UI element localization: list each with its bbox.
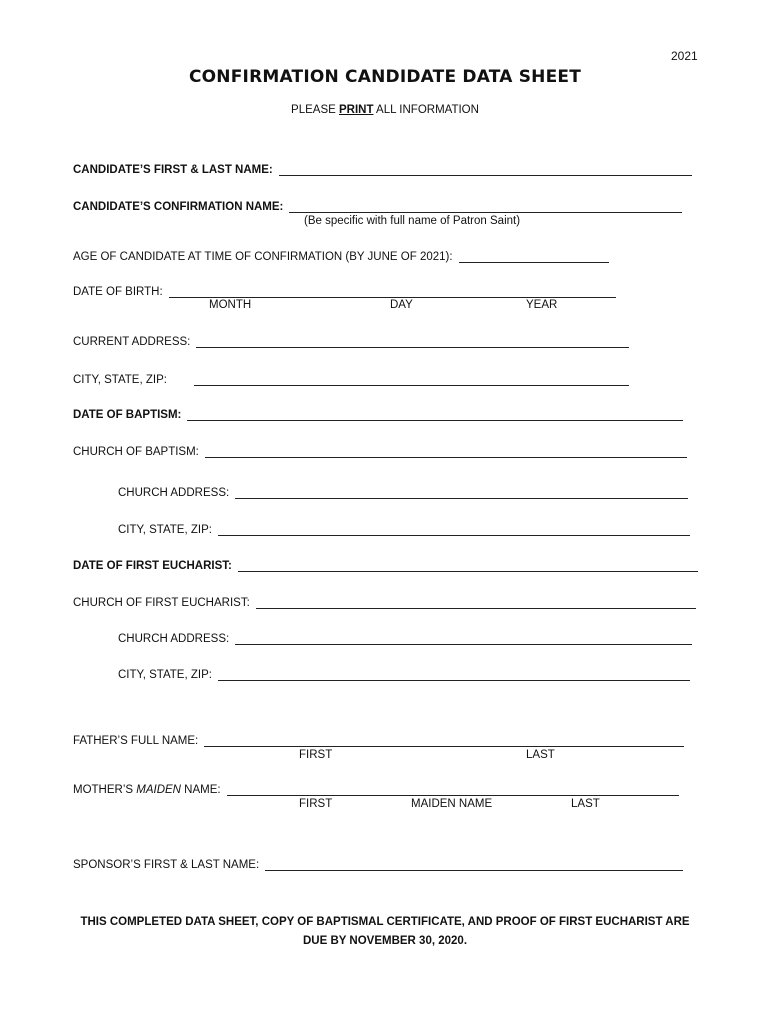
sponsor-name-label: SPONSOR’S FIRST & LAST NAME: (73, 859, 260, 871)
church-first-eucharist-field[interactable] (256, 596, 696, 609)
date-of-baptism-row (73, 405, 683, 421)
church-first-eucharist-row (73, 593, 696, 609)
church-first-eucharist-label: CHURCH OF FIRST EUCHARIST: (73, 597, 250, 609)
mother-name-field[interactable] (227, 783, 679, 796)
mother-maiden-caption: MAIDEN NAME (411, 798, 493, 810)
father-name-label: FATHER’S FULL NAME: (73, 735, 199, 747)
confirmation-name-field[interactable] (289, 200, 682, 213)
confirmation-name-row (73, 197, 682, 213)
age-row (73, 247, 609, 263)
dob-row (73, 282, 616, 298)
dob-day-caption: DAY (390, 299, 413, 311)
father-name-row (73, 731, 684, 747)
father-name-field[interactable] (204, 734, 684, 747)
eucharist-city-state-zip-label: CITY, STATE, ZIP: (118, 669, 212, 681)
sponsor-name-field[interactable] (265, 858, 683, 871)
instructions-suffix: ALL INFORMATION (373, 104, 479, 116)
father-first-caption: FIRST (299, 749, 333, 761)
baptism-church-address-label: CHURCH ADDRESS: (118, 487, 230, 499)
date-of-baptism-field[interactable] (187, 408, 683, 421)
eucharist-city-state-zip-row (118, 665, 690, 681)
mother-name-label (73, 784, 221, 796)
eucharist-church-address-label: CHURCH ADDRESS: (118, 633, 230, 645)
confirmation-name-label: CANDIDATE’S CONFIRMATION NAME: (73, 201, 284, 213)
confirmation-name-note: (Be specific with full name of Patron Saint) (304, 215, 521, 227)
baptism-city-state-zip-row (118, 520, 690, 536)
candidate-name-label: CANDIDATE’S FIRST & LAST NAME: (73, 164, 273, 176)
mother-label-maiden: MAIDEN (136, 784, 181, 796)
mother-label-prefix: MOTHER’S (73, 784, 137, 796)
page-title: CONFIRMATION CANDIDATE DATA SHEET (188, 67, 582, 87)
sponsor-name-row (73, 855, 683, 871)
city-state-zip-label: CITY, STATE, ZIP: (73, 374, 167, 386)
footer-notice (60, 913, 710, 951)
date-of-baptism-label: DATE OF BAPTISM: (73, 409, 182, 421)
church-of-baptism-row (73, 442, 687, 458)
candidate-name-field[interactable] (279, 163, 692, 176)
mother-last-caption: LAST (571, 798, 600, 810)
date-first-eucharist-label: DATE OF FIRST EUCHARIST: (73, 560, 232, 572)
footer-line-2: DUE BY NOVEMBER 30, 2020. (302, 935, 468, 947)
date-first-eucharist-row (73, 556, 698, 572)
age-field[interactable] (459, 250, 609, 263)
dob-label: DATE OF BIRTH: (73, 286, 163, 298)
current-address-label: CURRENT ADDRESS: (73, 336, 191, 348)
mother-label-suffix: NAME: (180, 784, 221, 796)
eucharist-church-address-field[interactable] (235, 632, 692, 645)
form-year: 2021 (671, 49, 698, 63)
footer-line-1: THIS COMPLETED DATA SHEET, COPY OF BAPTISMAL CERTIFICATE, AND PROOF OF FIRST EUCHARIST ARE (80, 916, 690, 928)
baptism-church-address-row (118, 483, 688, 499)
age-label: AGE OF CANDIDATE AT TIME OF CONFIRMATION (BY JUNE OF 2021): (73, 251, 453, 263)
eucharist-city-state-zip-field[interactable] (218, 668, 690, 681)
instructions (0, 104, 770, 116)
church-of-baptism-label: CHURCH OF BAPTISM: (73, 446, 199, 458)
city-state-zip-field[interactable] (194, 373, 629, 386)
city-state-zip-row (73, 370, 629, 386)
baptism-church-address-field[interactable] (235, 486, 688, 499)
current-address-field[interactable] (196, 335, 629, 348)
mother-name-row (73, 780, 679, 796)
dob-month-caption: MONTH (209, 299, 252, 311)
father-last-caption: LAST (526, 749, 555, 761)
dob-field[interactable] (169, 285, 616, 298)
current-address-row (73, 332, 629, 348)
instructions-prefix: PLEASE (291, 104, 339, 116)
eucharist-church-address-row (118, 629, 692, 645)
baptism-city-state-zip-field[interactable] (218, 523, 690, 536)
date-first-eucharist-field[interactable] (238, 559, 698, 572)
mother-first-caption: FIRST (299, 798, 333, 810)
candidate-name-row (73, 160, 692, 176)
church-of-baptism-field[interactable] (205, 445, 687, 458)
instructions-emphasis: PRINT (339, 104, 374, 116)
baptism-city-state-zip-label: CITY, STATE, ZIP: (118, 524, 212, 536)
dob-year-caption: YEAR (526, 299, 558, 311)
